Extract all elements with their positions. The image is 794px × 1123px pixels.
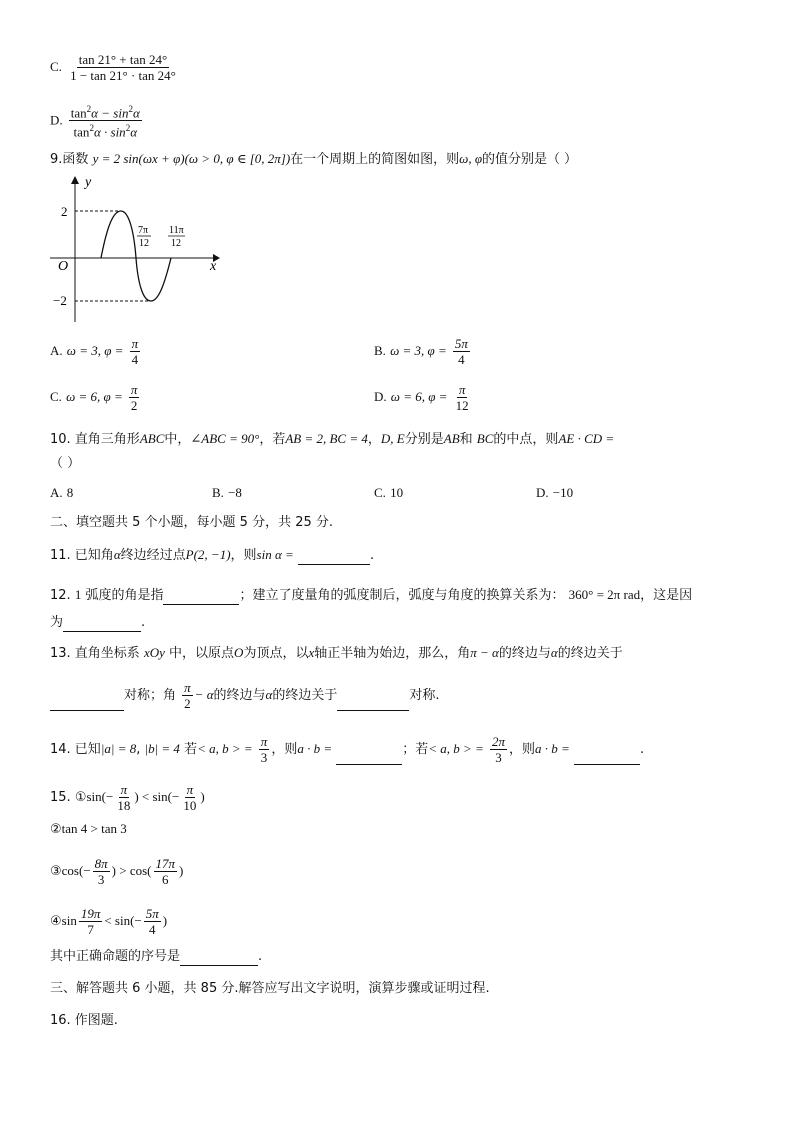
option-text: 8 <box>66 485 74 500</box>
fraction-denominator: 6 <box>162 872 169 887</box>
math: O <box>234 645 244 660</box>
stem-text: ，则 <box>271 742 298 757</box>
q15-item-3 <box>50 856 183 887</box>
question-number: 9. <box>50 152 63 167</box>
math: cos(− <box>61 863 91 878</box>
option-text: ω = 6, φ = <box>66 389 123 404</box>
superscript: 2 <box>86 104 92 114</box>
section-2-heading: 二、填空题共 5 个小题，每小题 5 分，共 25 分. <box>50 515 334 530</box>
fraction-denominator: 3 <box>97 872 105 887</box>
option-label: D. <box>536 485 549 500</box>
math: α <box>113 547 121 562</box>
option-label: A. <box>50 485 63 500</box>
q10-option-d[interactable] <box>536 484 573 503</box>
item-marker: ② <box>50 822 62 837</box>
q12-line1 <box>50 586 692 605</box>
fraction <box>93 856 110 887</box>
fraction <box>181 782 198 813</box>
math: π − α <box>470 645 499 660</box>
math: < a, b > = <box>197 741 253 756</box>
fraction-denominator: 7 <box>87 922 94 937</box>
fraction-numerator: π <box>131 336 139 351</box>
math: 1 <box>74 587 82 602</box>
alpha-text: α <box>132 105 140 121</box>
stem-text: 的终边与 <box>213 688 266 703</box>
tick-label-11pi-den: 12 <box>171 238 181 249</box>
q13-line1 <box>50 644 623 663</box>
fraction <box>144 906 161 937</box>
fraction-numerator: 8π <box>94 856 108 871</box>
stem-text: ，则 <box>230 548 257 563</box>
option-text: −8 <box>228 485 242 500</box>
math: tan 4 > tan 3 <box>61 821 127 836</box>
tick-label-11pi-num: 11π <box>169 225 184 236</box>
fraction-denominator: 10 <box>183 798 197 813</box>
math: a · b = <box>297 741 333 756</box>
fraction-numerator: π <box>458 382 466 397</box>
math: < sin(− <box>104 913 142 928</box>
math: ) > cos( <box>111 863 152 878</box>
q15-final <box>50 948 262 966</box>
fraction-numerator: 19π <box>80 906 101 921</box>
math: ) <box>200 789 205 804</box>
superscript: 2 <box>125 123 131 134</box>
origin-label: O <box>58 259 69 274</box>
stem-text: 终边经过点 <box>120 548 186 563</box>
y-axis-label: y <box>85 175 92 190</box>
tan-text: tan <box>70 105 87 121</box>
math: ) < sin(− <box>134 789 180 804</box>
fraction-denominator: 12 <box>455 398 469 413</box>
stem-text: 11. 已知角 <box>50 548 114 563</box>
fraction-numerator: 5π <box>145 906 159 921</box>
q10-stem <box>50 430 614 449</box>
stem-text: 和 <box>459 432 473 447</box>
x-axis-label: x <box>210 259 217 274</box>
stem-text: ， <box>367 432 381 447</box>
fraction-numerator: 17π <box>155 856 176 871</box>
question-number: 12. <box>50 588 71 603</box>
fraction-denominator: 3 <box>260 750 268 765</box>
math: ABC <box>139 431 165 446</box>
sine-graph <box>45 172 225 327</box>
alpha-text: α <box>130 124 138 140</box>
stem-text: 分别是 <box>404 432 444 447</box>
stem-text: 10. 直角三角形 <box>50 432 140 447</box>
superscript: 2 <box>128 104 133 114</box>
answer-paren: （ ） <box>50 456 81 471</box>
q9-option-c[interactable] <box>50 382 141 413</box>
fraction-denominator: 3 <box>495 750 502 765</box>
option-label: A. <box>50 343 63 358</box>
fraction-denominator: 1 − tan 21° · tan 24° <box>70 68 176 83</box>
fraction-denominator: 4 <box>131 352 139 367</box>
q15-item-4 <box>50 906 167 937</box>
tick-label-2: 2 <box>61 204 68 219</box>
q8-option-c <box>50 52 180 83</box>
math: a · b = <box>535 741 570 756</box>
option-label: B. <box>212 485 224 500</box>
math: < a, b > = <box>428 741 484 756</box>
option-label: B. <box>374 343 386 358</box>
answer-blank[interactable] <box>574 750 640 765</box>
q8-option-d <box>50 102 144 140</box>
punct: . <box>639 742 645 757</box>
tan-text: tan <box>73 124 90 140</box>
q9-option-b[interactable] <box>374 336 472 367</box>
fraction <box>154 856 178 887</box>
math: AB = 2, BC = 4 <box>285 431 368 446</box>
option-fraction <box>454 382 471 413</box>
q16: 16. 作图题. <box>50 1013 118 1028</box>
math: α <box>550 645 558 660</box>
expr-text: α · sin <box>93 124 126 140</box>
sine-curve <box>101 211 171 301</box>
stem-text: 的终边关于 <box>557 646 623 661</box>
math: sin α = <box>256 547 294 562</box>
stem-text: 对称. <box>409 688 440 703</box>
option-label: C. <box>50 59 62 74</box>
option-label: D. <box>374 389 387 404</box>
q8-c-fraction <box>68 52 178 83</box>
fraction-numerator: π <box>260 734 268 749</box>
item-marker: ① <box>74 790 87 805</box>
answer-blank[interactable] <box>163 590 239 605</box>
fraction <box>79 906 103 937</box>
math: BC <box>476 431 494 446</box>
answer-blank[interactable] <box>180 951 258 966</box>
q14: 14. 已知|a| = 8, |b| = 4 若< a, b > = $\frac{\pi}{3}$ ，则a · b = ；若< a, b > = $\frac{2\pi}{3}$ ，则a · b = . <box>50 734 645 765</box>
tick-label-7pi-num: 7π <box>138 225 149 236</box>
answer-blank[interactable] <box>337 696 409 711</box>
stem-text: 13. 直角坐标系 <box>50 646 140 661</box>
fraction-numerator: π <box>186 782 194 797</box>
stem-text: 在一个周期上的简图如图，则 <box>290 152 460 167</box>
stem-text: 的值分别是（ ） <box>482 152 578 167</box>
fraction-numerator: 5π <box>454 336 468 351</box>
option-text: 10 <box>390 485 404 500</box>
q14-fraction-2 <box>490 734 507 765</box>
fraction-denominator <box>72 121 139 139</box>
stem-text: 的中点，则 <box>493 432 559 447</box>
q13-line2 <box>50 680 440 711</box>
item-marker: ④ <box>50 914 62 929</box>
option-label: C. <box>50 389 62 404</box>
answer-blank[interactable] <box>63 617 141 632</box>
stem-text: 为顶点，以 <box>243 646 309 661</box>
math: ∠ABC = 90° <box>190 431 260 446</box>
fraction-numerator: 2π <box>491 734 505 749</box>
q9-option-a[interactable] <box>50 336 142 367</box>
option-label: D. <box>50 112 63 128</box>
punct: . <box>369 548 375 563</box>
math: α <box>265 687 273 702</box>
math: 360° = 2π rad <box>568 587 641 602</box>
option-label: C. <box>374 485 386 500</box>
math: |b| = 4 <box>144 741 180 756</box>
stem-text: 的终边关于 <box>272 688 338 703</box>
stem-text: ，这是因 <box>640 588 693 603</box>
stem-text: ，若 <box>259 432 286 447</box>
y-axis-arrow <box>71 176 79 184</box>
stem-text: ；建立了度量角的弧度制后，弧度与角度的换算关系为： <box>239 588 565 603</box>
fraction-numerator: tan 21° + tan 24° <box>78 52 168 67</box>
math: D, E <box>380 431 405 446</box>
fraction-denominator: 2 <box>184 696 191 711</box>
q10-option-a[interactable] <box>50 484 73 503</box>
fraction <box>115 782 132 813</box>
punct: . <box>141 615 146 630</box>
q9-stem <box>50 150 577 169</box>
option-fraction <box>453 336 470 367</box>
math: sin(− <box>86 789 114 804</box>
math: ) <box>179 863 184 878</box>
stem-text: 若 <box>184 742 198 757</box>
q13-fraction <box>182 680 193 711</box>
math: P(2, −1) <box>185 547 231 562</box>
fraction-numerator <box>69 102 142 121</box>
vars: ω, φ <box>459 151 483 166</box>
stem-text: 中，以原点 <box>169 646 235 661</box>
tick-label-minus-2: −2 <box>53 293 67 308</box>
q10-option-c[interactable] <box>374 484 403 503</box>
stem-text: 为 <box>50 615 64 630</box>
vector-expr: AE · CD = <box>558 431 615 446</box>
stem-text: 弧度的角是指 <box>85 588 164 603</box>
q15-item-1 <box>50 782 205 813</box>
math: − α <box>194 687 214 702</box>
section-3-heading: 三、解答题共 6 小题，共 85 分.解答应写出文字说明，演算步骤或证明过程. <box>50 981 490 996</box>
punct: . <box>258 949 263 964</box>
fraction-denominator: 4 <box>149 922 156 937</box>
q15-item-2 <box>50 820 127 839</box>
stem-text: 其中正确命题的序号是 <box>50 949 181 964</box>
stem-text: 14. 已知 <box>50 742 101 757</box>
stem-text: ，则 <box>509 742 536 757</box>
stem-text: 轴正半轴为始边，那么，角 <box>314 646 471 661</box>
fraction-denominator: 2 <box>130 398 138 413</box>
stem-text: 中， <box>164 432 191 447</box>
option-text: ω = 3, φ = <box>390 343 447 358</box>
superscript: 2 <box>89 123 94 134</box>
formula: y = 2 sin(ωx + φ)(ω > 0, φ ∈ [0, 2π]) <box>92 151 291 166</box>
option-text: ω = 3, φ = <box>66 343 124 358</box>
q10-paren <box>50 455 80 473</box>
math: AB <box>443 431 460 446</box>
answer-blank[interactable] <box>336 750 402 765</box>
q11 <box>50 546 374 565</box>
fraction-numerator: π <box>120 782 128 797</box>
math: xOy <box>143 645 165 660</box>
fraction-numerator: π <box>130 382 138 397</box>
option-text: −10 <box>552 485 574 500</box>
expr-text: α − sin <box>91 105 129 121</box>
answer-blank[interactable] <box>50 696 124 711</box>
math: ) <box>162 913 168 928</box>
q9-option-d[interactable] <box>374 382 473 413</box>
tick-label-7pi-den: 12 <box>139 238 149 249</box>
stem-text: 对称；角 <box>124 688 177 703</box>
math: |a| = 8 <box>100 741 137 756</box>
fraction-denominator: 4 <box>458 352 465 367</box>
option-fraction <box>129 382 140 413</box>
question-number: 15. <box>50 790 71 805</box>
item-marker: ③ <box>50 864 62 879</box>
stem-text: ；若 <box>402 742 429 757</box>
math: x <box>308 645 315 660</box>
stem-text: 函数 <box>62 152 89 167</box>
q12-line2 <box>50 614 145 632</box>
q10-option-b[interactable] <box>212 484 242 503</box>
answer-blank[interactable] <box>298 550 370 565</box>
option-fraction <box>130 336 141 367</box>
fraction-denominator: 18 <box>117 798 131 813</box>
option-text: ω = 6, φ = <box>390 389 448 404</box>
fraction-numerator: π <box>184 680 191 695</box>
q14-fraction-1 <box>259 734 270 765</box>
stem-text: 的终边与 <box>498 646 551 661</box>
math: sin <box>61 913 77 928</box>
q8-d-fraction <box>69 102 142 140</box>
